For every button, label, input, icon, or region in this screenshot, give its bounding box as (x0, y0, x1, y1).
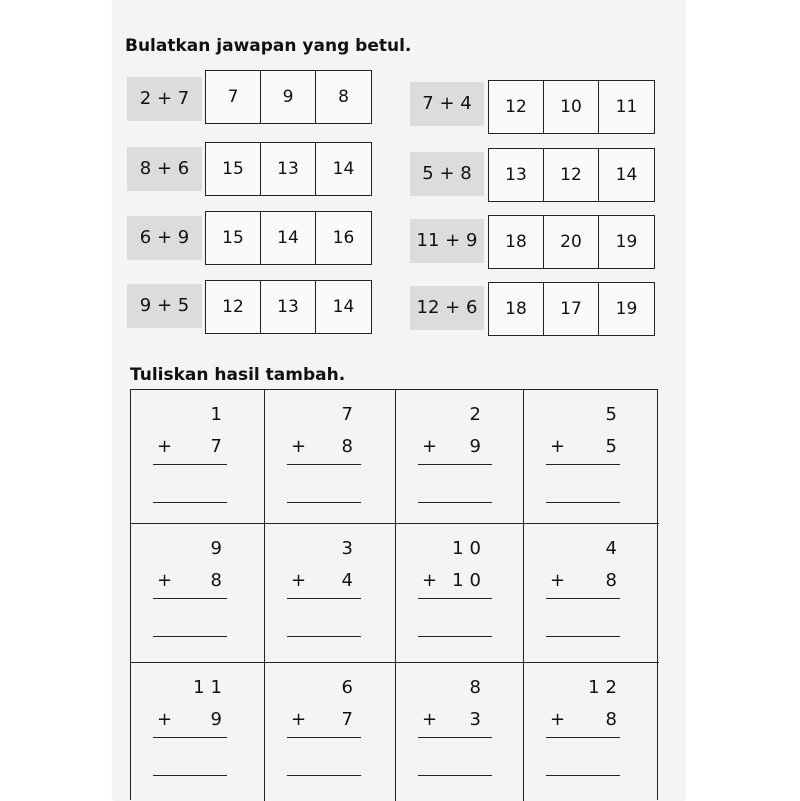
answer-line[interactable] (287, 775, 361, 776)
plus-sign: + (550, 570, 566, 591)
addend-bottom: 7 (341, 709, 359, 730)
answer-option[interactable]: 12 (206, 281, 261, 333)
sum-line (153, 737, 227, 738)
answer-option[interactable]: 14 (261, 212, 316, 264)
answer-options (205, 211, 372, 265)
addend-top: 12 (588, 677, 623, 698)
answer-options (205, 280, 372, 334)
answer-option[interactable]: 19 (615, 299, 638, 319)
sum-line (287, 598, 361, 599)
answer-option[interactable]: 11 (615, 97, 638, 117)
plus-sign: + (291, 570, 307, 591)
answer-option[interactable]: 13 (261, 143, 316, 195)
addend-top: 11 (193, 677, 228, 698)
addend-bottom: 8 (605, 709, 623, 730)
addition-problem (131, 524, 265, 663)
answer-option[interactable]: 12 (489, 81, 544, 133)
addition-problem (396, 663, 524, 801)
addend-bottom: 3 (469, 709, 487, 730)
sum-line (418, 737, 492, 738)
addition-problem (131, 390, 265, 524)
addend-bottom: 7 (210, 436, 228, 457)
answer-option[interactable]: 7 (206, 71, 261, 123)
question-expression: 6 + 9 (127, 216, 202, 260)
addend-top: 5 (605, 404, 623, 425)
answer-options (488, 148, 655, 202)
addend-bottom: 9 (469, 436, 487, 457)
sum-line (153, 598, 227, 599)
addend-bottom: 8 (210, 570, 228, 591)
addition-problem (265, 390, 396, 524)
addend-bottom: 10 (452, 570, 487, 591)
addition-problem (524, 524, 659, 663)
sum-line (153, 464, 227, 465)
question-expression: 7 + 4 (410, 82, 484, 126)
question-expression: 5 + 8 (410, 152, 484, 196)
sum-line (546, 598, 620, 599)
addend-bottom: 9 (210, 709, 228, 730)
addition-problem (265, 663, 396, 801)
answer-option[interactable]: 12 (544, 149, 599, 201)
section1-title: Bulatkan jawapan yang betul. (125, 36, 412, 56)
answer-option[interactable]: 20 (544, 216, 599, 268)
plus-sign: + (550, 436, 566, 457)
answer-options (488, 215, 655, 269)
answer-option[interactable]: 14 (332, 159, 355, 179)
addend-top: 8 (469, 677, 487, 698)
answer-option[interactable]: 18 (489, 216, 544, 268)
plus-sign: + (291, 436, 307, 457)
answer-option[interactable]: 18 (489, 283, 544, 335)
addition-problem (524, 663, 659, 801)
answer-line[interactable] (287, 636, 361, 637)
answer-option[interactable]: 9 (261, 71, 316, 123)
answer-line[interactable] (418, 775, 492, 776)
addend-top: 7 (341, 404, 359, 425)
answer-line[interactable] (418, 636, 492, 637)
answer-line[interactable] (153, 775, 227, 776)
addition-problem (524, 390, 659, 524)
answer-option[interactable]: 10 (544, 81, 599, 133)
addend-bottom: 5 (605, 436, 623, 457)
plus-sign: + (422, 570, 438, 591)
answer-line[interactable] (287, 502, 361, 503)
addition-problem (131, 663, 265, 801)
answer-option[interactable]: 14 (615, 165, 638, 185)
answer-line[interactable] (418, 502, 492, 503)
answer-option[interactable]: 13 (489, 149, 544, 201)
addend-bottom: 8 (605, 570, 623, 591)
section2-title: Tuliskan hasil tambah. (130, 365, 346, 385)
plus-sign: + (550, 709, 566, 730)
plus-sign: + (157, 436, 173, 457)
addend-bottom: 4 (341, 570, 359, 591)
addition-problem (396, 390, 524, 524)
plus-sign: + (157, 570, 173, 591)
plus-sign: + (422, 709, 438, 730)
question-expression: 9 + 5 (127, 284, 202, 328)
addend-top: 4 (605, 538, 623, 559)
answer-option[interactable]: 14 (332, 297, 355, 317)
answer-option[interactable]: 16 (332, 228, 355, 248)
question-expression: 12 + 6 (410, 286, 484, 330)
addition-problem (396, 524, 524, 663)
sum-line (418, 598, 492, 599)
answer-options (488, 282, 655, 336)
addend-top: 6 (341, 677, 359, 698)
answer-option[interactable]: 19 (615, 232, 638, 252)
answer-option[interactable]: 15 (206, 212, 261, 264)
plus-sign: + (157, 709, 173, 730)
addition-grid (130, 389, 658, 800)
answer-option[interactable]: 13 (261, 281, 316, 333)
answer-line[interactable] (153, 502, 227, 503)
addend-top: 3 (341, 538, 359, 559)
answer-line[interactable] (546, 775, 620, 776)
answer-option[interactable]: 17 (544, 283, 599, 335)
answer-option[interactable]: 15 (206, 143, 261, 195)
answer-options (205, 142, 372, 196)
answer-options (205, 70, 372, 124)
addend-top: 10 (452, 538, 487, 559)
sum-line (287, 464, 361, 465)
answer-line[interactable] (546, 636, 620, 637)
question-expression: 8 + 6 (127, 147, 202, 191)
addition-problem (265, 524, 396, 663)
plus-sign: + (422, 436, 438, 457)
addend-bottom: 8 (341, 436, 359, 457)
addend-top: 9 (210, 538, 228, 559)
question-expression: 2 + 7 (127, 77, 202, 121)
answer-line[interactable] (153, 636, 227, 637)
sum-line (418, 464, 492, 465)
addend-top: 1 (210, 404, 228, 425)
question-expression: 11 + 9 (410, 219, 484, 263)
plus-sign: + (291, 709, 307, 730)
addend-top: 2 (469, 404, 487, 425)
answer-line[interactable] (546, 502, 620, 503)
answer-options (488, 80, 655, 134)
sum-line (546, 737, 620, 738)
sum-line (546, 464, 620, 465)
answer-option[interactable]: 8 (338, 87, 349, 107)
sum-line (287, 737, 361, 738)
